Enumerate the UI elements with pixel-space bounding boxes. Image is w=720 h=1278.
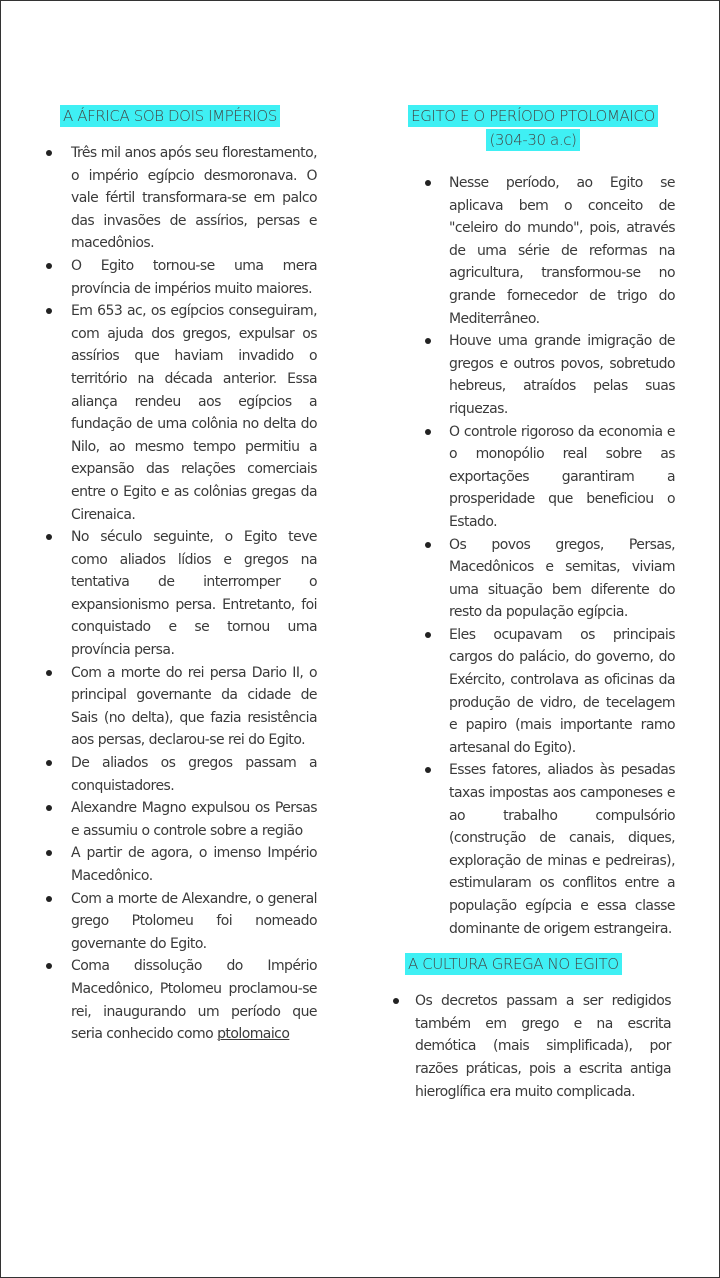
heading-highlight-line2: (304-30 a.c) xyxy=(486,129,579,151)
underlined-term: ptolomaico xyxy=(217,1026,290,1043)
right-column xyxy=(403,104,675,1103)
list-item: De aliados os gregos passam a conquistadores. xyxy=(41,752,317,797)
list-item: Esses fatores, aliados às pesadas taxas impostas aos camponeses e ao trabalho compulsório (construção de canais, diques, exploração de minas e pedreiras), estimularam os conflitos entre a população egípcia e essa classe dominante de origem estrangeira. xyxy=(403,759,675,940)
left-column xyxy=(41,104,317,1046)
list-item: Os povos gregos, Persas, Macedônicos e semitas, viviam uma situação bem diferente do resto da população egípcia. xyxy=(403,534,675,624)
list-item: Em 653 ac, os egípcios conseguiram, com ajuda dos gregos, expulsar os assírios que haviam invadido o território na década anterior. Essa aliança rendeu aos egípcios a fundação de uma colônia no delta do Nilo, ao mesmo tempo permitiu a expansão das relações comerciais entre o Egito e as colônias gregas da Cirenaica. xyxy=(41,300,317,526)
list-item: Três mil anos após seu florestamento, o império egípcio desmoronava. O vale fértil transformara-se em palco das invasões de assírios, persas e macedônios. xyxy=(41,142,317,255)
right-bullet-list xyxy=(403,172,675,940)
list-item xyxy=(41,955,317,1045)
culture-bullet-list xyxy=(403,990,669,1103)
heading-africa-two-empires xyxy=(55,104,285,128)
list-item: Com a morte de Alexandre, o general grego Ptolomeu foi nomeado governante do Egito. xyxy=(41,888,317,956)
heading-highlight: A ÁFRICA SOB DOIS IMPÉRIOS xyxy=(60,105,280,127)
list-item: Eles ocupavam os principais cargos do palácio, do governo, do Exército, controlava as oficinas da produção de vidro, de tecelagem e papiro (mais importante ramo artesanal do Egito). xyxy=(403,624,675,760)
list-item: O controle rigoroso da economia e o monopólio real sobre as exportações garantiram a prosperidade que beneficiou o Estado. xyxy=(403,421,675,534)
heading-greek-culture xyxy=(405,952,669,976)
heading-egypt-ptolemaic xyxy=(403,104,663,152)
left-bullet-list xyxy=(41,142,317,1046)
list-item: O Egito tornou-se uma mera província de impérios muito maiores. xyxy=(41,255,317,300)
heading-highlight-line1: EGITO E O PERÍODO PTOLOMAICO xyxy=(408,105,658,127)
list-item: Alexandre Magno expulsou os Persas e assumiu o controle sobre a região xyxy=(41,797,317,842)
list-item: Os decretos passam a ser redigidos também em grego e na escrita demótica (mais simplificada), por razões práticas, pois a escrita antiga hieroglífica era muito complicada. xyxy=(395,990,671,1103)
list-item: No século seguinte, o Egito teve como aliados lídios e gregos na tentativa de interromper o expansionismo persa. Entretanto, foi conquistado e se tornou uma província persa. xyxy=(41,526,317,662)
list-item: A partir de agora, o imenso Império Macedônico. xyxy=(41,842,317,887)
list-item: Nesse período, ao Egito se aplicava bem o conceito de "celeiro do mundo", pois, através de uma série de reformas na agricultura, transformou-se no grande fornecedor de trigo do Mediterrâneo. xyxy=(403,172,675,330)
heading-highlight: A CULTURA GREGA NO EGITO xyxy=(405,953,622,975)
list-item-text: Coma dissolução do Império Macedônico, Ptolomeu proclamou-se rei, inaugurando um período que seria conhecido como xyxy=(71,958,317,1043)
list-item: Com a morte do rei persa Dario II, o principal governante da cidade de Sais (no delta), que fazia resistência aos persas, declarou-se rei do Egito. xyxy=(41,662,317,752)
list-item: Houve uma grande imigração de gregos e outros povos, sobretudo hebreus, atraídos pelas suas riquezas. xyxy=(403,330,675,420)
